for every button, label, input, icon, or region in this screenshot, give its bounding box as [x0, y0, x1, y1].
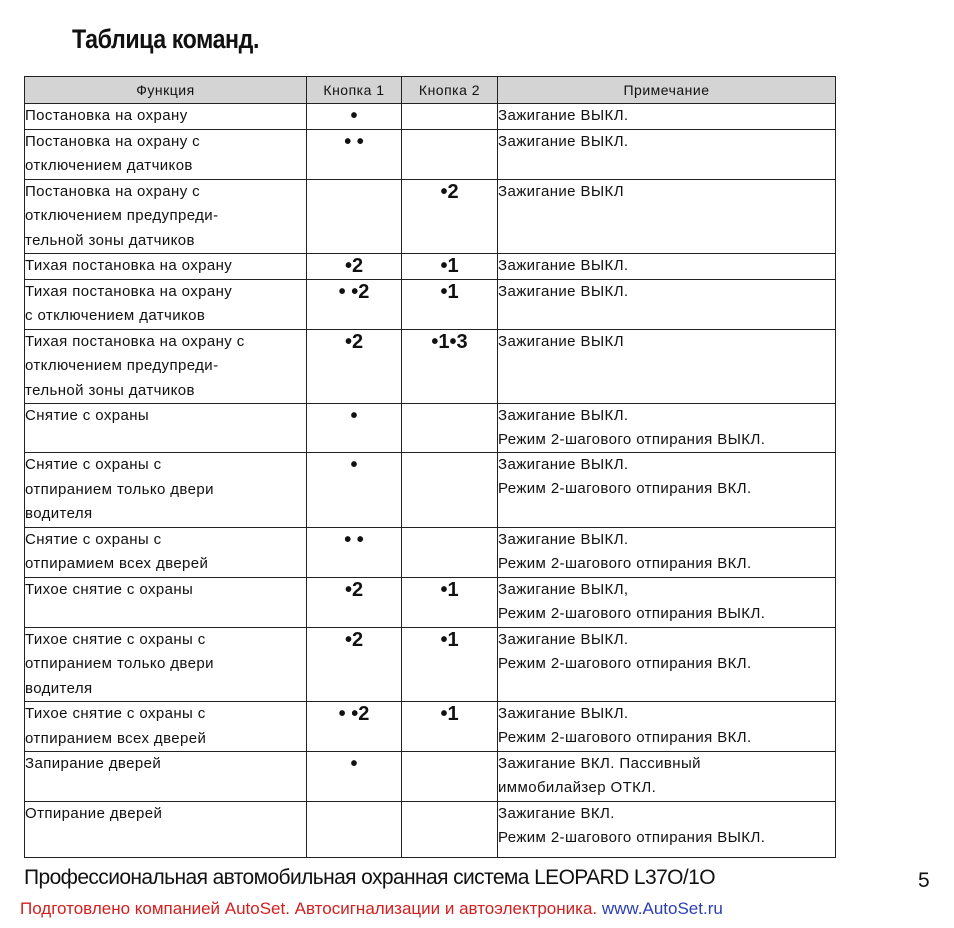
button-2-cell	[402, 129, 498, 179]
note-cell	[498, 329, 836, 404]
note-line: Зажигание ВЫКЛ.	[498, 132, 629, 150]
function-line: с отключением датчиков	[25, 307, 206, 324]
function-line: Отпирание дверей	[25, 805, 163, 822]
header-function: Функция	[25, 77, 307, 104]
button-2-cell: •1	[402, 279, 498, 329]
note-cell	[498, 179, 836, 254]
note-line: иммобилайзер ОТКЛ.	[498, 779, 657, 796]
function-line: отпирамием всех дверей	[25, 555, 209, 572]
button-2-cell	[402, 752, 498, 802]
note-line: Режим 2-шагового отпирания ВЫКЛ.	[498, 604, 766, 622]
note-line: Зажигание ВЫКЛ.	[498, 456, 629, 473]
button-1-cell: •	[307, 752, 402, 802]
function-line: водителя	[25, 505, 93, 522]
table-row	[25, 752, 836, 802]
function-line: Тихое снятие с охраны с	[25, 705, 206, 722]
button-1-cell	[307, 179, 402, 254]
button-2-cell	[402, 404, 498, 453]
table-row	[25, 702, 836, 752]
function-line: отпиранием всех дверей	[25, 729, 207, 747]
function-line: Тихая постановка на охрану	[25, 282, 233, 300]
function-cell	[25, 802, 307, 858]
note-cell	[498, 527, 836, 577]
button-2-cell: •1	[402, 702, 498, 752]
function-line: Снятие с охраны с	[25, 456, 162, 473]
function-line: отключением предупреди-	[25, 207, 219, 224]
note-cell	[498, 702, 836, 752]
note-line: Зажигание ВЫКЛ	[498, 332, 624, 350]
button-1-cell: •	[307, 453, 402, 528]
note-line: Зажигание ВЫКЛ	[498, 182, 624, 200]
function-cell	[25, 179, 307, 254]
function-line: Постановка на охрану с	[25, 182, 201, 200]
footer-text: Профессиональная автомобильная охранная система LEOPARD L37O/1O	[24, 866, 715, 889]
function-line: Постановка на охрану	[25, 107, 188, 124]
function-line: Постановка на охрану с	[25, 132, 201, 150]
button-1-cell	[307, 802, 402, 858]
credit-line	[20, 899, 723, 919]
note-line: Зажигание ВЫКЛ.	[498, 107, 629, 124]
note-line: Режим 2-шагового отпирания ВЫКЛ.	[498, 431, 766, 448]
note-line: Режим 2-шагового отпирания ВКЛ.	[498, 654, 752, 672]
function-line: отпиранием только двери	[25, 655, 214, 672]
function-line: Снятие с охраны	[25, 407, 150, 424]
function-cell	[25, 752, 307, 802]
button-2-cell: •1	[402, 577, 498, 627]
function-cell	[25, 104, 307, 130]
note-cell	[498, 453, 836, 528]
note-cell	[498, 627, 836, 702]
button-1-cell: •2	[307, 627, 402, 702]
function-cell	[25, 527, 307, 577]
button-1-cell: •	[307, 404, 402, 453]
function-line: отключением предупреди-	[25, 357, 219, 374]
credit-text: Подготовлено компанией AutoSet. Автосигнализации и автоэлектроника.	[20, 899, 602, 918]
button-2-cell: •1	[402, 254, 498, 280]
function-line: тельной зоны датчиков	[25, 231, 195, 249]
note-line: Зажигание ВЫКЛ.	[498, 705, 629, 722]
note-line: Режим 2-шагового отпирания ВЫКЛ.	[498, 829, 766, 846]
table-row	[25, 453, 836, 528]
function-line: Тихое снятие с охраны с	[25, 630, 206, 648]
page-title: Таблица команд.	[72, 24, 259, 54]
button-2-cell: •1	[402, 627, 498, 702]
button-1-cell: • •2	[307, 279, 402, 329]
function-cell	[25, 702, 307, 752]
function-cell	[25, 404, 307, 453]
table-row	[25, 577, 836, 627]
function-line: Тихая постановка на охрану	[25, 257, 233, 274]
note-line: Зажигание ВЫКЛ.	[498, 530, 629, 548]
note-cell	[498, 752, 836, 802]
button-1-cell: • •	[307, 527, 402, 577]
table-row	[25, 129, 836, 179]
table-row	[25, 802, 836, 858]
note-line: Зажигание ВЫКЛ,	[498, 580, 629, 598]
note-cell	[498, 577, 836, 627]
button-2-cell: •1•3	[402, 329, 498, 404]
table-row	[25, 527, 836, 577]
note-line: Зажигание ВЫКЛ.	[498, 282, 629, 300]
note-cell	[498, 129, 836, 179]
note-line: Режим 2-шагового отпирания ВКЛ.	[498, 480, 752, 497]
function-cell	[25, 279, 307, 329]
function-cell	[25, 329, 307, 404]
button-2-cell	[402, 802, 498, 858]
function-line: водителя	[25, 679, 93, 697]
note-line: Зажигание ВКЛ.	[498, 805, 615, 822]
note-cell	[498, 254, 836, 280]
button-1-cell: • •2	[307, 702, 402, 752]
function-line: тельной зоны датчиков	[25, 381, 195, 399]
button-1-cell: •	[307, 104, 402, 130]
table-row	[25, 279, 836, 329]
button-2-cell	[402, 453, 498, 528]
page-number: 5	[918, 869, 930, 892]
table-row	[25, 329, 836, 404]
function-cell	[25, 453, 307, 528]
button-1-cell: •2	[307, 577, 402, 627]
button-1-cell: • •	[307, 129, 402, 179]
table-row	[25, 104, 836, 130]
table-row	[25, 627, 836, 702]
commands-table	[24, 76, 836, 858]
function-line: Снятие с охраны с	[25, 530, 162, 548]
header-button-1: Кнопка 1	[307, 77, 402, 104]
table-row	[25, 404, 836, 453]
function-cell	[25, 254, 307, 280]
button-2-cell	[402, 104, 498, 130]
header-button-2: Кнопка 2	[402, 77, 498, 104]
function-cell	[25, 129, 307, 179]
credit-link[interactable]: www.AutoSet.ru	[601, 899, 723, 918]
note-cell	[498, 279, 836, 329]
button-2-cell: •2	[402, 179, 498, 254]
note-line: Режим 2-шагового отпирания ВКЛ.	[498, 729, 752, 746]
note-line: Зажигание ВКЛ. Пассивный	[498, 755, 701, 772]
function-cell	[25, 577, 307, 627]
note-cell	[498, 104, 836, 130]
note-line: Зажигание ВЫКЛ.	[498, 257, 629, 274]
button-1-cell: •2	[307, 254, 402, 280]
note-line: Режим 2-шагового отпирания ВКЛ.	[498, 554, 752, 572]
function-cell	[25, 627, 307, 702]
function-line: Тихое снятие с охраны	[25, 580, 194, 598]
function-line: Тихая постановка на охрану с	[25, 332, 245, 350]
note-line: Зажигание ВЫКЛ.	[498, 630, 629, 648]
button-1-cell: •2	[307, 329, 402, 404]
note-cell	[498, 802, 836, 858]
table-row	[25, 254, 836, 280]
function-line: отпиранием только двери	[25, 480, 214, 498]
button-2-cell	[402, 527, 498, 577]
header-note: Примечание	[498, 77, 836, 104]
function-line: отключением датчиков	[25, 157, 193, 174]
note-cell	[498, 404, 836, 453]
note-line: Зажигание ВЫКЛ.	[498, 407, 629, 424]
table-row	[25, 179, 836, 254]
table-header-row	[25, 77, 836, 104]
function-line: Запирание дверей	[25, 755, 162, 772]
